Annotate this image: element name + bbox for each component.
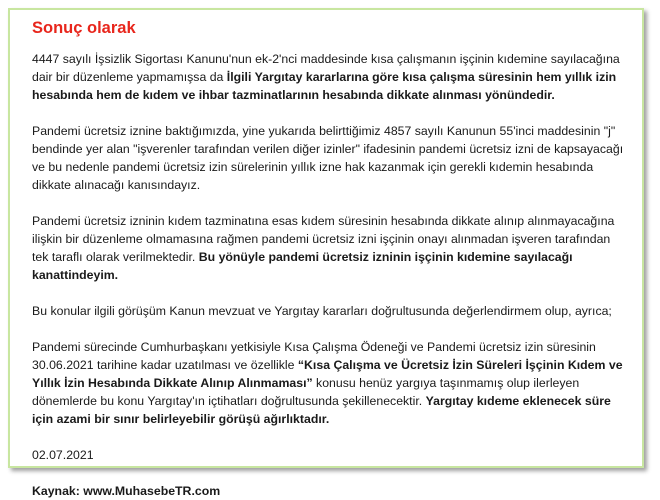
paragraph-bold-text: İlgili Yargıtay kararlarına göre kısa çalışma süresinin hem yıllık izin hesabında hem de kıdem ve ihbar tazminatlarının hesabında dikkate alınması yönündedir. [32,70,617,102]
paragraph-pandemi-izin [32,122,630,194]
paragraph-text: Pandemi ücretsiz iznine baktığımızda, yine yukarıda belirttiğimiz 4857 sayılı Kanunun 55'inci maddesinin "j" bendinde yer alan "işverenler tarafından verilen diğer izinler" ifadesinin pandemi ücretsiz izni de kapsayacağı ve bu nedenle pandemi ücretsiz izin sürelerinin yıllık izne hak kazanmak için gerekli kıdemin hesabında dikkate alınacağı kanısındayız. [32,124,624,192]
source-credit: Kaynak: www.MuhasebeTR.com [32,484,221,498]
paragraph-text: Pandemi sürecinde Cumhurbaşkanı yetkisiyle Kısa Çalışma Ödeneği ve Pandemi ücretsiz izin süresinin 30.06.2021 tarihine kadar uzatılması ve özellikle [32,340,596,372]
section-title: Sonuç olarak [32,19,136,37]
paragraph-kidem-tazminati [32,212,630,284]
paragraph-kisa-calisma [32,50,630,104]
paragraph-bold-text: Bu yönüyle pandemi ücretsiz izninin işçinin kıdemine sayılacağı kanattindeyim. [32,250,573,282]
article-date: 02.07.2021 [32,448,94,462]
paragraph-text: konusu henüz yargıya taşınmamış olup ilerleyen dönemlerde bu konu Yargıtay'ın içtihatları doğrultusunda şekillenecektir. [32,376,580,408]
paragraph-bold-text: “Kısa Çalışma ve Ücretsiz İzin Süreleri İşçinin Kıdem ve Yıllık İzin Hesabında Dikkate Alınıp Alınmaması” [32,358,623,390]
paragraph-text: Bu konular ilgili görüşüm Kanun mevzuat ve Yargıtay kararları doğrultusunda değerlendirmem olup, ayrıca; [32,304,612,318]
article-content [32,18,630,500]
paragraph-yargitay [32,338,630,428]
paragraph-degerlendirme [32,302,630,320]
paragraph-bold-text: Yargıtay kıdeme eklenecek süre için azami bir sınır belirleyebilir görüşü ağırlıktadır. [32,394,611,426]
paragraph-text: 4447 sayılı İşsizlik Sigortası Kanunu'nun ek-2'nci maddesinde kısa çalışmanın işçinin kıdemine sayılacağına dair bir düzenleme yapmamışsa da [32,52,620,84]
article-frame [8,8,644,498]
paragraph-text: Pandemi ücretsiz izninin kıdem tazminatına esas kıdem süresinin hesabında dikkate alınıp alınmayacağına ilişkin bir düzenleme olmamasına rağmen pandemi ücretsiz izni işçinin onayı alınmadan işveren tarafından tek taraflı olarak verilmektedir. [32,214,615,264]
